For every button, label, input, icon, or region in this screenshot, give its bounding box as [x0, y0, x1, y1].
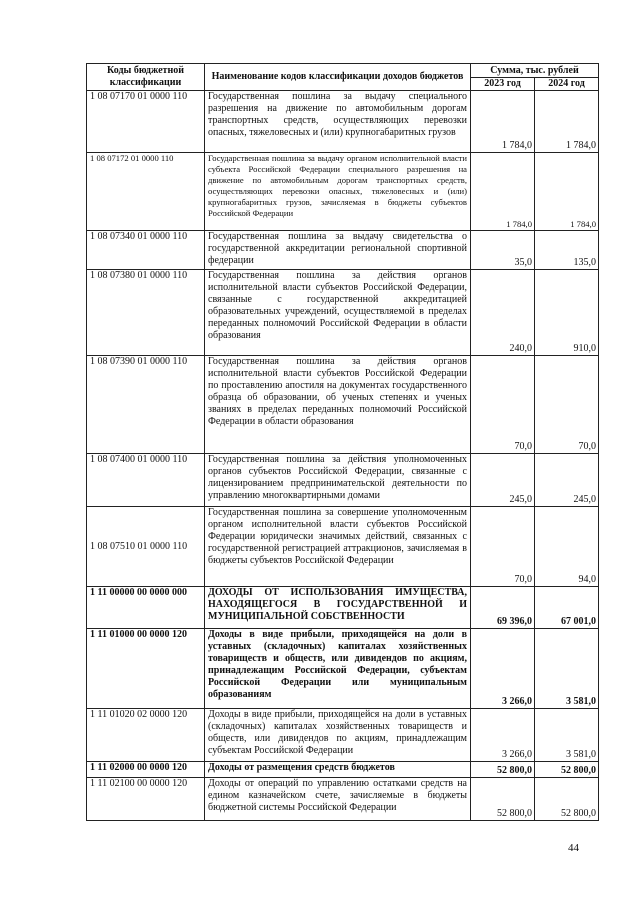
row-name: Государственная пошлина за действия органов исполнительной власти субъектов Российской Федерации, связанные с государственной аккредитацией образовательных учреждений, осуществляемой в пределах переданных полномочий Российской Федерации в области образования: [205, 270, 471, 356]
row-name: Доходы от операций по управлению остатками средств на едином казначейском счете, зачисляемые в бюджеты бюджетной системы Российской Федерации: [205, 778, 471, 821]
header-year-2023: 2023 год: [471, 78, 535, 91]
table-row: [87, 356, 599, 454]
row-name: Государственная пошлина за выдачу свидетельства о государственной аккредитации региональной спортивной федерации: [205, 231, 471, 270]
table-row: [87, 454, 599, 507]
row-value-2023: 1 784,0: [471, 153, 535, 231]
row-value-2024: 52 800,0: [535, 778, 599, 821]
row-value-2024: 70,0: [535, 356, 599, 454]
row-code: 1 11 00000 00 0000 000: [87, 587, 205, 629]
row-name: Доходы от размещения средств бюджетов: [205, 762, 471, 778]
table-row: [87, 629, 599, 709]
row-name: ДОХОДЫ ОТ ИСПОЛЬЗОВАНИЯ ИМУЩЕСТВА, НАХОДЯЩЕГОСЯ В ГОСУДАРСТВЕННОЙ И МУНИЦИПАЛЬНОЙ СОБСТВЕННОСТИ: [205, 587, 471, 629]
row-value-2024: 910,0: [535, 270, 599, 356]
row-code: 1 11 01020 02 0000 120: [87, 709, 205, 762]
table-row: [87, 778, 599, 821]
row-value-2023: 1 784,0: [471, 91, 535, 153]
row-code: 1 11 01000 00 0000 120: [87, 629, 205, 709]
row-value-2024: 245,0: [535, 454, 599, 507]
table-row: [87, 762, 599, 778]
row-name: Доходы в виде прибыли, приходящейся на доли в уставных (складочных) капиталах хозяйственных товариществ и обществ, или дивидендов по акциям, принадлежащим субъектам Российской Федерации: [205, 709, 471, 762]
row-value-2024: 94,0: [535, 507, 599, 587]
row-value-2023: 240,0: [471, 270, 535, 356]
budget-revenue-table: [86, 63, 599, 821]
row-value-2024: 3 581,0: [535, 709, 599, 762]
header-name: Наименование кодов классификации доходов бюджетов: [205, 64, 471, 91]
page-number: 44: [568, 842, 579, 854]
row-code: 1 08 07390 01 0000 110: [87, 356, 205, 454]
row-value-2023: 70,0: [471, 507, 535, 587]
row-value-2024: 1 784,0: [535, 91, 599, 153]
row-value-2024: 52 800,0: [535, 762, 599, 778]
row-name: Государственная пошлина за выдачу специального разрешения на движение по автомобильным дорогам транспортных средств, осуществляющих перевозки опасных, тяжеловесных и (или) крупногабаритных грузов: [205, 91, 471, 153]
row-value-2023: 245,0: [471, 454, 535, 507]
row-value-2023: 3 266,0: [471, 629, 535, 709]
row-name: Государственная пошлина за совершение уполномоченным органом исполнительной власти субъектов Российской Федерации юридически значимых действий, связанных с государственной регистрацией аттракционов, зачисляемая в бюджеты субъектов Российской Федерации: [205, 507, 471, 587]
row-value-2023: 3 266,0: [471, 709, 535, 762]
table-row: [87, 507, 599, 587]
row-code: 1 08 07380 01 0000 110: [87, 270, 205, 356]
row-name: Государственная пошлина за действия органов исполнительной власти субъектов Российской Федерации по проставлению апостиля на документах государственного образца об образовании, об ученых степенях и ученых званиях в пределах переданных полномочий Российской Федерации в области образования: [205, 356, 471, 454]
row-name: Государственная пошлина за действия уполномоченных органов субъектов Российской Федерации, связанные с лицензированием предпринимательской деятельности по управлению многоквартирными домами: [205, 454, 471, 507]
row-code: 1 11 02000 00 0000 120: [87, 762, 205, 778]
row-value-2023: 52 800,0: [471, 778, 535, 821]
table-row: [87, 587, 599, 629]
row-value-2024: 67 001,0: [535, 587, 599, 629]
header-year-2024: 2024 год: [535, 78, 599, 91]
row-name: Государственная пошлина за выдачу органом исполнительной власти субъекта Российской Федерации специального разрешения на движение по автомобильным дорогам транспортных средств, осуществляющих перевозки опасных, тяжеловесных и (или) крупногабаритных грузов, зачисляемая в бюджеты субъектов Российской Федерации: [205, 153, 471, 231]
table-row: [87, 91, 599, 153]
row-value-2023: 35,0: [471, 231, 535, 270]
row-code: 1 11 02100 00 0000 120: [87, 778, 205, 821]
row-value-2024: 135,0: [535, 231, 599, 270]
header-code: Коды бюджетной классификации: [87, 64, 205, 91]
row-name: Доходы в виде прибыли, приходящейся на доли в уставных (складочных) капиталах хозяйственных товариществ и обществ, или дивидендов по акциям, принадлежащим Российской Федерации, субъектам Российской Федерации или муниципальным образованиям: [205, 629, 471, 709]
row-code: 1 08 07172 01 0000 110: [87, 153, 205, 231]
header-sum: Сумма, тыс. рублей: [471, 64, 599, 78]
row-value-2024: 3 581,0: [535, 629, 599, 709]
table-row: [87, 231, 599, 270]
table-row: [87, 153, 599, 231]
row-code: 1 08 07170 01 0000 110: [87, 91, 205, 153]
row-value-2023: 52 800,0: [471, 762, 535, 778]
row-code: 1 08 07400 01 0000 110: [87, 454, 205, 507]
row-code: 1 08 07340 01 0000 110: [87, 231, 205, 270]
row-value-2024: 1 784,0: [535, 153, 599, 231]
table-row: [87, 709, 599, 762]
row-value-2023: 70,0: [471, 356, 535, 454]
table-row: [87, 270, 599, 356]
row-code: 1 08 07510 01 0000 110: [87, 507, 205, 587]
row-value-2023: 69 396,0: [471, 587, 535, 629]
